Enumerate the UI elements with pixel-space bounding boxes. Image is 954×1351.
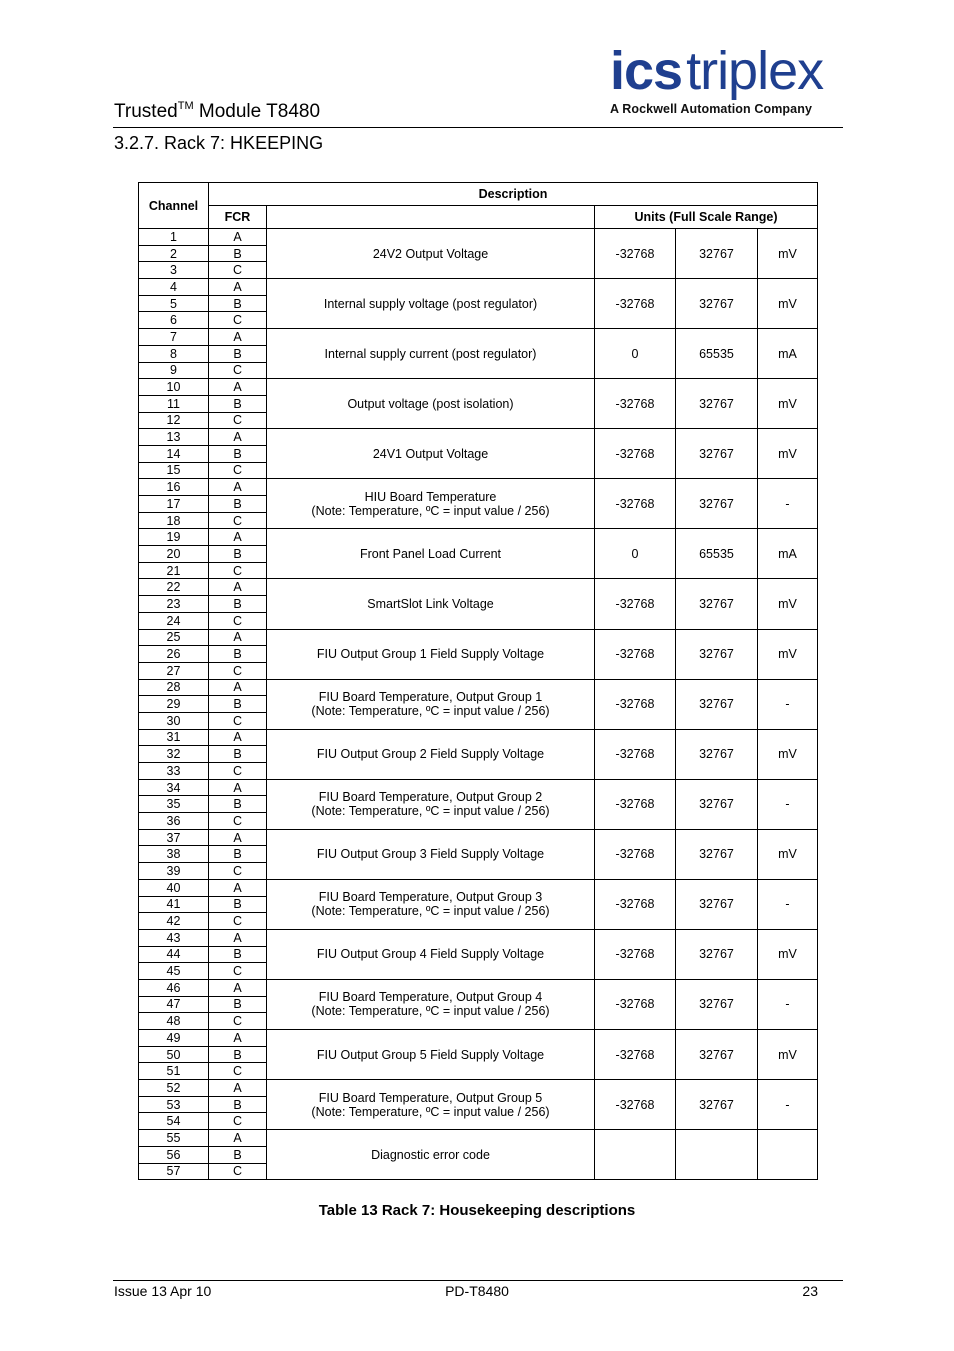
description-cell [267, 929, 595, 979]
fcr-cell: A [209, 479, 267, 496]
range-min-cell: -32768 [595, 1030, 676, 1080]
description-line: SmartSlot Link Voltage [367, 596, 494, 611]
range-max-cell: 32767 [676, 679, 758, 729]
fcr-cell: A [209, 329, 267, 346]
channel-cell: 29 [139, 696, 209, 713]
channel-cell: 33 [139, 763, 209, 780]
channel-cell: 50 [139, 1046, 209, 1063]
fcr-cell: B [209, 746, 267, 763]
fcr-cell: C [209, 763, 267, 780]
fcr-cell: B [209, 996, 267, 1013]
fcr-cell: B [209, 646, 267, 663]
table-row [139, 979, 818, 996]
range-max-cell: 32767 [676, 929, 758, 979]
channel-cell: 25 [139, 629, 209, 646]
range-max-cell: 32767 [676, 829, 758, 879]
fcr-cell: B [209, 1046, 267, 1063]
channel-cell: 11 [139, 395, 209, 412]
table-row [139, 879, 818, 896]
channel-cell: 18 [139, 512, 209, 529]
channel-cell: 21 [139, 562, 209, 579]
fcr-cell: A [209, 429, 267, 446]
fcr-cell: C [209, 712, 267, 729]
fcr-cell: A [209, 529, 267, 546]
fcr-cell: C [209, 312, 267, 329]
description-cell [267, 779, 595, 829]
unit-cell: - [758, 979, 818, 1029]
fcr-cell: B [209, 496, 267, 513]
table-row [139, 329, 818, 346]
channel-cell: 15 [139, 462, 209, 479]
channel-cell: 49 [139, 1030, 209, 1047]
range-max-cell: 32767 [676, 729, 758, 779]
units-header: Units (Full Scale Range) [595, 206, 818, 229]
table-row [139, 1080, 818, 1097]
range-max-cell: 32767 [676, 379, 758, 429]
fcr-cell: C [209, 612, 267, 629]
range-min-cell: -32768 [595, 779, 676, 829]
channel-cell: 55 [139, 1130, 209, 1147]
range-min-cell: -32768 [595, 1080, 676, 1130]
fcr-cell: C [209, 863, 267, 880]
range-min-cell: -32768 [595, 279, 676, 329]
channel-cell: 57 [139, 1163, 209, 1180]
table-row [139, 929, 818, 946]
table-body [139, 229, 818, 1180]
fcr-cell: C [209, 1163, 267, 1180]
channel-cell: 32 [139, 746, 209, 763]
unit-cell: - [758, 679, 818, 729]
fcr-cell: C [209, 512, 267, 529]
channel-cell: 2 [139, 245, 209, 262]
range-min-cell: -32768 [595, 629, 676, 679]
description-line: Diagnostic error code [371, 1147, 490, 1162]
description-cell [267, 379, 595, 429]
fcr-cell: C [209, 412, 267, 429]
description-line: (Note: Temperature, ºC = input value / 256) [311, 804, 550, 819]
unit-cell: mV [758, 1030, 818, 1080]
fcr-cell: C [209, 462, 267, 479]
channel-cell: 48 [139, 1013, 209, 1030]
table-row [139, 429, 818, 446]
unit-cell: mV [758, 829, 818, 879]
description-line: Output voltage (post isolation) [347, 396, 514, 411]
range-min-cell: 0 [595, 529, 676, 579]
fcr-cell: A [209, 729, 267, 746]
range-min-cell [595, 1130, 676, 1180]
logo-brand-light: triplex [686, 41, 824, 101]
unit-cell [758, 1130, 818, 1180]
range-max-cell: 32767 [676, 429, 758, 479]
footer-divider [113, 1280, 843, 1281]
footer-page-number: 23 [802, 1283, 818, 1299]
table-row [139, 779, 818, 796]
table-row [139, 579, 818, 596]
description-cell [267, 979, 595, 1029]
unit-cell: mV [758, 579, 818, 629]
description-cell [267, 429, 595, 479]
channel-cell: 10 [139, 379, 209, 396]
fcr-cell: C [209, 963, 267, 980]
channel-cell: 5 [139, 295, 209, 312]
channel-cell: 52 [139, 1080, 209, 1097]
fcr-cell: A [209, 779, 267, 796]
channel-cell: 44 [139, 946, 209, 963]
description-line: HIU Board Temperature [364, 489, 497, 504]
fcr-cell: B [209, 295, 267, 312]
fcr-cell: A [209, 929, 267, 946]
trademark-mark: TM [177, 100, 194, 112]
range-max-cell: 32767 [676, 979, 758, 1029]
fcr-cell: A [209, 1130, 267, 1147]
channel-cell: 8 [139, 345, 209, 362]
channel-cell: 41 [139, 896, 209, 913]
channel-cell: 6 [139, 312, 209, 329]
channel-cell: 30 [139, 712, 209, 729]
description-cell [267, 879, 595, 929]
channel-cell: 46 [139, 979, 209, 996]
description-cell [267, 629, 595, 679]
channel-cell: 43 [139, 929, 209, 946]
channel-cell: 16 [139, 479, 209, 496]
description-blank-header [267, 206, 595, 229]
channel-cell: 34 [139, 779, 209, 796]
fcr-cell: A [209, 629, 267, 646]
fcr-cell: C [209, 562, 267, 579]
description-line: FIU Output Group 2 Field Supply Voltage [316, 747, 545, 762]
description-line: FIU Board Temperature, Output Group 1 [318, 690, 543, 705]
description-cell [267, 229, 595, 279]
table-row [139, 229, 818, 246]
fcr-cell: B [209, 395, 267, 412]
unit-cell: mA [758, 529, 818, 579]
table-row [139, 829, 818, 846]
footer-issue: Issue 13 Apr 10 [114, 1283, 212, 1299]
table-subheader-row [139, 206, 818, 229]
table-row [139, 629, 818, 646]
description-cell [267, 579, 595, 629]
logo-tagline: A Rockwell Automation Company [610, 102, 812, 116]
table-row [139, 729, 818, 746]
range-max-cell: 32767 [676, 579, 758, 629]
fcr-cell: B [209, 946, 267, 963]
range-max-cell: 32767 [676, 1080, 758, 1130]
fcr-cell: B [209, 796, 267, 813]
channel-cell: 3 [139, 262, 209, 279]
channel-cell: 31 [139, 729, 209, 746]
channel-cell: 4 [139, 279, 209, 296]
description-line: (Note: Temperature, ºC = input value / 256) [311, 1004, 550, 1019]
unit-cell: mV [758, 629, 818, 679]
fcr-cell: A [209, 879, 267, 896]
fcr-cell: A [209, 829, 267, 846]
channel-cell: 12 [139, 412, 209, 429]
channel-cell: 22 [139, 579, 209, 596]
unit-cell: mV [758, 279, 818, 329]
description-cell [267, 329, 595, 379]
range-min-cell: -32768 [595, 379, 676, 429]
logo-brand-bold: ics [610, 41, 683, 101]
table-row [139, 1030, 818, 1047]
fcr-cell: A [209, 1080, 267, 1097]
company-logo [610, 41, 844, 116]
fcr-cell: B [209, 1146, 267, 1163]
description-line: 24V1 Output Voltage [372, 446, 489, 461]
range-min-cell: -32768 [595, 479, 676, 529]
table-row [139, 1130, 818, 1147]
range-min-cell: -32768 [595, 229, 676, 279]
document-title [114, 100, 320, 123]
description-line: (Note: Temperature, ºC = input value / 256) [311, 1104, 550, 1119]
fcr-cell: B [209, 345, 267, 362]
fcr-cell: A [209, 1030, 267, 1047]
table-row [139, 479, 818, 496]
description-line: 24V2 Output Voltage [372, 246, 489, 261]
table-header-row [139, 183, 818, 206]
channel-cell: 54 [139, 1113, 209, 1130]
range-min-cell: -32768 [595, 829, 676, 879]
fcr-cell: B [209, 596, 267, 613]
fcr-cell: C [209, 662, 267, 679]
fcr-cell: B [209, 846, 267, 863]
fcr-cell: A [209, 579, 267, 596]
description-line: FIU Board Temperature, Output Group 2 [318, 790, 543, 805]
unit-cell: mA [758, 329, 818, 379]
channel-cell: 26 [139, 646, 209, 663]
description-line: FIU Output Group 3 Field Supply Voltage [316, 847, 545, 862]
unit-cell: mV [758, 929, 818, 979]
title-post: Module T8480 [193, 101, 321, 122]
channel-cell: 36 [139, 813, 209, 830]
channel-cell: 45 [139, 963, 209, 980]
channel-cell: 39 [139, 863, 209, 880]
description-line: FIU Board Temperature, Output Group 4 [318, 990, 543, 1005]
unit-cell: - [758, 479, 818, 529]
description-cell [267, 1030, 595, 1080]
unit-cell: mV [758, 379, 818, 429]
range-min-cell: -32768 [595, 429, 676, 479]
range-min-cell: -32768 [595, 979, 676, 1029]
channel-cell: 28 [139, 679, 209, 696]
channel-cell: 38 [139, 846, 209, 863]
range-min-cell: -32768 [595, 929, 676, 979]
footer-doc-id: PD-T8480 [445, 1283, 509, 1299]
range-max-cell: 32767 [676, 779, 758, 829]
table-caption: Table 13 Rack 7: Housekeeping descriptions [318, 1202, 636, 1219]
unit-cell: - [758, 1080, 818, 1130]
unit-cell: mV [758, 729, 818, 779]
description-line: FIU Board Temperature, Output Group 3 [318, 890, 543, 905]
range-min-cell: -32768 [595, 879, 676, 929]
channel-cell: 17 [139, 496, 209, 513]
description-line: (Note: Temperature, ºC = input value / 256) [311, 503, 550, 518]
fcr-cell: C [209, 1013, 267, 1030]
description-cell [267, 1130, 595, 1180]
unit-cell: - [758, 779, 818, 829]
table-row [139, 379, 818, 396]
logo-wordmark [610, 41, 844, 101]
channel-cell: 9 [139, 362, 209, 379]
description-line: Internal supply current (post regulator) [324, 346, 537, 361]
description-cell [267, 479, 595, 529]
range-max-cell [676, 1130, 758, 1180]
fcr-cell: C [209, 1113, 267, 1130]
fcr-cell: B [209, 245, 267, 262]
fcr-cell: C [209, 362, 267, 379]
channel-cell: 20 [139, 546, 209, 563]
fcr-cell: C [209, 813, 267, 830]
unit-cell: - [758, 879, 818, 929]
description-header: Description [209, 183, 818, 206]
channel-cell: 42 [139, 913, 209, 930]
description-line: FIU Output Group 5 Field Supply Voltage [316, 1047, 545, 1062]
range-max-cell: 65535 [676, 329, 758, 379]
fcr-cell: A [209, 229, 267, 246]
housekeeping-table [138, 182, 818, 1180]
channel-cell: 47 [139, 996, 209, 1013]
channel-cell: 1 [139, 229, 209, 246]
fcr-cell: B [209, 445, 267, 462]
title-pre: Trusted [114, 101, 178, 122]
range-min-cell: 0 [595, 329, 676, 379]
fcr-cell: C [209, 262, 267, 279]
unit-cell: mV [758, 429, 818, 479]
range-max-cell: 32767 [676, 479, 758, 529]
section-heading: 3.2.7. Rack 7: HKEEPING [114, 133, 324, 153]
channel-cell: 40 [139, 879, 209, 896]
range-max-cell: 32767 [676, 279, 758, 329]
description-line: Internal supply voltage (post regulator) [323, 296, 538, 311]
table-row [139, 679, 818, 696]
description-line: (Note: Temperature, ºC = input value / 256) [311, 904, 550, 919]
channel-cell: 13 [139, 429, 209, 446]
range-max-cell: 32767 [676, 629, 758, 679]
channel-cell: 37 [139, 829, 209, 846]
description-cell [267, 729, 595, 779]
channel-cell: 19 [139, 529, 209, 546]
channel-cell: 27 [139, 662, 209, 679]
range-min-cell: -32768 [595, 579, 676, 629]
header-divider [113, 127, 843, 128]
description-cell [267, 829, 595, 879]
fcr-cell: B [209, 896, 267, 913]
fcr-cell: A [209, 979, 267, 996]
fcr-cell: B [209, 1096, 267, 1113]
channel-cell: 35 [139, 796, 209, 813]
table-row [139, 529, 818, 546]
channel-cell: 56 [139, 1146, 209, 1163]
channel-cell: 14 [139, 445, 209, 462]
description-line: FIU Output Group 4 Field Supply Voltage [316, 947, 545, 962]
range-min-cell: -32768 [595, 729, 676, 779]
channel-cell: 23 [139, 596, 209, 613]
table-row [139, 279, 818, 296]
range-max-cell: 32767 [676, 879, 758, 929]
description-cell [267, 279, 595, 329]
channel-cell: 7 [139, 329, 209, 346]
fcr-header: FCR [209, 206, 267, 229]
description-cell [267, 529, 595, 579]
unit-cell: mV [758, 229, 818, 279]
description-line: (Note: Temperature, ºC = input value / 256) [311, 704, 550, 719]
range-max-cell: 32767 [676, 229, 758, 279]
fcr-cell: A [209, 679, 267, 696]
range-max-cell: 65535 [676, 529, 758, 579]
description-cell [267, 1080, 595, 1130]
range-max-cell: 32767 [676, 1030, 758, 1080]
description-cell [267, 679, 595, 729]
channel-cell: 51 [139, 1063, 209, 1080]
description-line: FIU Output Group 1 Field Supply Voltage [316, 647, 545, 662]
fcr-cell: C [209, 1063, 267, 1080]
range-min-cell: -32768 [595, 679, 676, 729]
description-line: FIU Board Temperature, Output Group 5 [318, 1090, 543, 1105]
fcr-cell: B [209, 696, 267, 713]
fcr-cell: A [209, 279, 267, 296]
channel-header: Channel [139, 183, 209, 229]
channel-cell: 24 [139, 612, 209, 629]
channel-cell: 53 [139, 1096, 209, 1113]
description-line: Front Panel Load Current [359, 546, 502, 561]
fcr-cell: B [209, 546, 267, 563]
fcr-cell: C [209, 913, 267, 930]
fcr-cell: A [209, 379, 267, 396]
